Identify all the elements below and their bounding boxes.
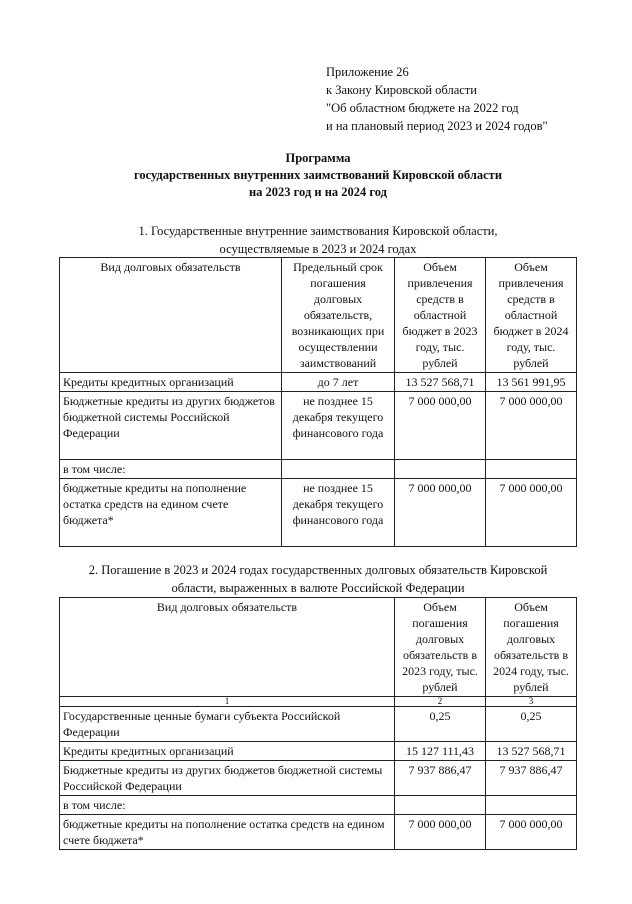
section1-title-line: осуществляемые в 2023 и 2024 годах: [219, 242, 417, 256]
cell-term: не позднее 15 декабря текущего финансового года: [282, 479, 395, 547]
appendix-line: и на плановый период 2023 и 2024 годов": [326, 119, 548, 133]
cell-2023: 7 000 000,00: [395, 479, 486, 547]
cell-2024: 7 937 886,47: [486, 761, 577, 796]
table-row: [60, 742, 577, 761]
cell-2024: [486, 460, 577, 479]
cell-type: Бюджетные кредиты из других бюджетов бюджетной системы Российской Федерации: [60, 761, 395, 796]
cell-type: Кредиты кредитных организаций: [60, 742, 395, 761]
borrowings-table: [59, 257, 577, 547]
column-index-row: [60, 697, 577, 707]
cell-type: в том числе:: [60, 796, 395, 815]
cell-2023: 15 127 111,43: [395, 742, 486, 761]
header-debt-type: Вид долговых обязательств: [60, 598, 395, 697]
repayment-table: [59, 597, 577, 850]
program-title: [60, 150, 576, 201]
index-cell: 2: [395, 697, 486, 707]
program-title-line: Программа: [285, 151, 351, 165]
cell-term: [282, 460, 395, 479]
cell-2024: 0,25: [486, 707, 577, 742]
cell-2024: 7 000 000,00: [486, 479, 577, 547]
table-row: [60, 707, 577, 742]
header-2023: Объем привлечения средств в областной бюджет в 2023 году, тыс. рублей: [395, 258, 486, 373]
table-row: [60, 815, 577, 850]
section1-title-line: 1. Государственные внутренние заимствования Кировской области,: [138, 224, 498, 238]
cell-2023: [395, 796, 486, 815]
section2-title-line: 2. Погашение в 2023 и 2024 годах государственных долговых обязательств Кировской: [88, 563, 548, 577]
cell-2024: 7 000 000,00: [486, 392, 577, 460]
cell-2023: 7 000 000,00: [395, 392, 486, 460]
table-row: [60, 373, 577, 392]
cell-type: Бюджетные кредиты из других бюджетов бюджетной системы Российской Федерации: [60, 392, 282, 460]
cell-2023: 0,25: [395, 707, 486, 742]
index-cell: 3: [486, 697, 577, 707]
appendix-note: [326, 63, 548, 135]
cell-2023: 13 527 568,71: [395, 373, 486, 392]
table-row: [60, 796, 577, 815]
table-header-row: [60, 258, 577, 373]
table-row: [60, 761, 577, 796]
cell-term: до 7 лет: [282, 373, 395, 392]
appendix-line: "Об областном бюджете на 2022 год: [326, 101, 519, 115]
cell-type: Кредиты кредитных организаций: [60, 373, 282, 392]
cell-2024: 7 000 000,00: [486, 815, 577, 850]
cell-type: в том числе:: [60, 460, 282, 479]
header-2024: Объем привлечения средств в областной бюджет в 2024 году, тыс. рублей: [486, 258, 577, 373]
header-2024: Объем погашения долговых обязательств в 2024 году, тыс. рублей: [486, 598, 577, 697]
section2-title-line: области, выраженных в валюте Российской Федерации: [171, 581, 465, 595]
header-2023: Объем погашения долговых обязательств в 2023 году, тыс. рублей: [395, 598, 486, 697]
header-debt-type: Вид долговых обязательств: [60, 258, 282, 373]
cell-2023: [395, 460, 486, 479]
cell-type: Государственные ценные бумаги субъекта Российской Федерации: [60, 707, 395, 742]
table-row: [60, 392, 577, 460]
program-title-line: на 2023 год и на 2024 год: [248, 185, 387, 199]
cell-type: бюджетные кредиты на пополнение остатка средств на едином счете бюджета*: [60, 479, 282, 547]
cell-2023: 7 937 886,47: [395, 761, 486, 796]
cell-2024: 13 527 568,71: [486, 742, 577, 761]
cell-2023: 7 000 000,00: [395, 815, 486, 850]
section1-title: [60, 222, 576, 258]
header-term: Предельный срок погашения долговых обязательств, возникающих при осуществлении заимствований: [282, 258, 395, 373]
table-header-row: [60, 598, 577, 697]
program-title-line: государственных внутренних заимствований Кировской области: [133, 168, 503, 182]
table-row: [60, 479, 577, 547]
appendix-line: Приложение 26: [326, 65, 409, 79]
cell-2024: 13 561 991,95: [486, 373, 577, 392]
appendix-line: к Закону Кировской области: [326, 83, 477, 97]
cell-term: не позднее 15 декабря текущего финансового года: [282, 392, 395, 460]
index-cell: 1: [60, 697, 395, 707]
cell-type: бюджетные кредиты на пополнение остатка средств на едином счете бюджета*: [60, 815, 395, 850]
cell-2024: [486, 796, 577, 815]
section2-title: [32, 561, 604, 597]
table-row: [60, 460, 577, 479]
